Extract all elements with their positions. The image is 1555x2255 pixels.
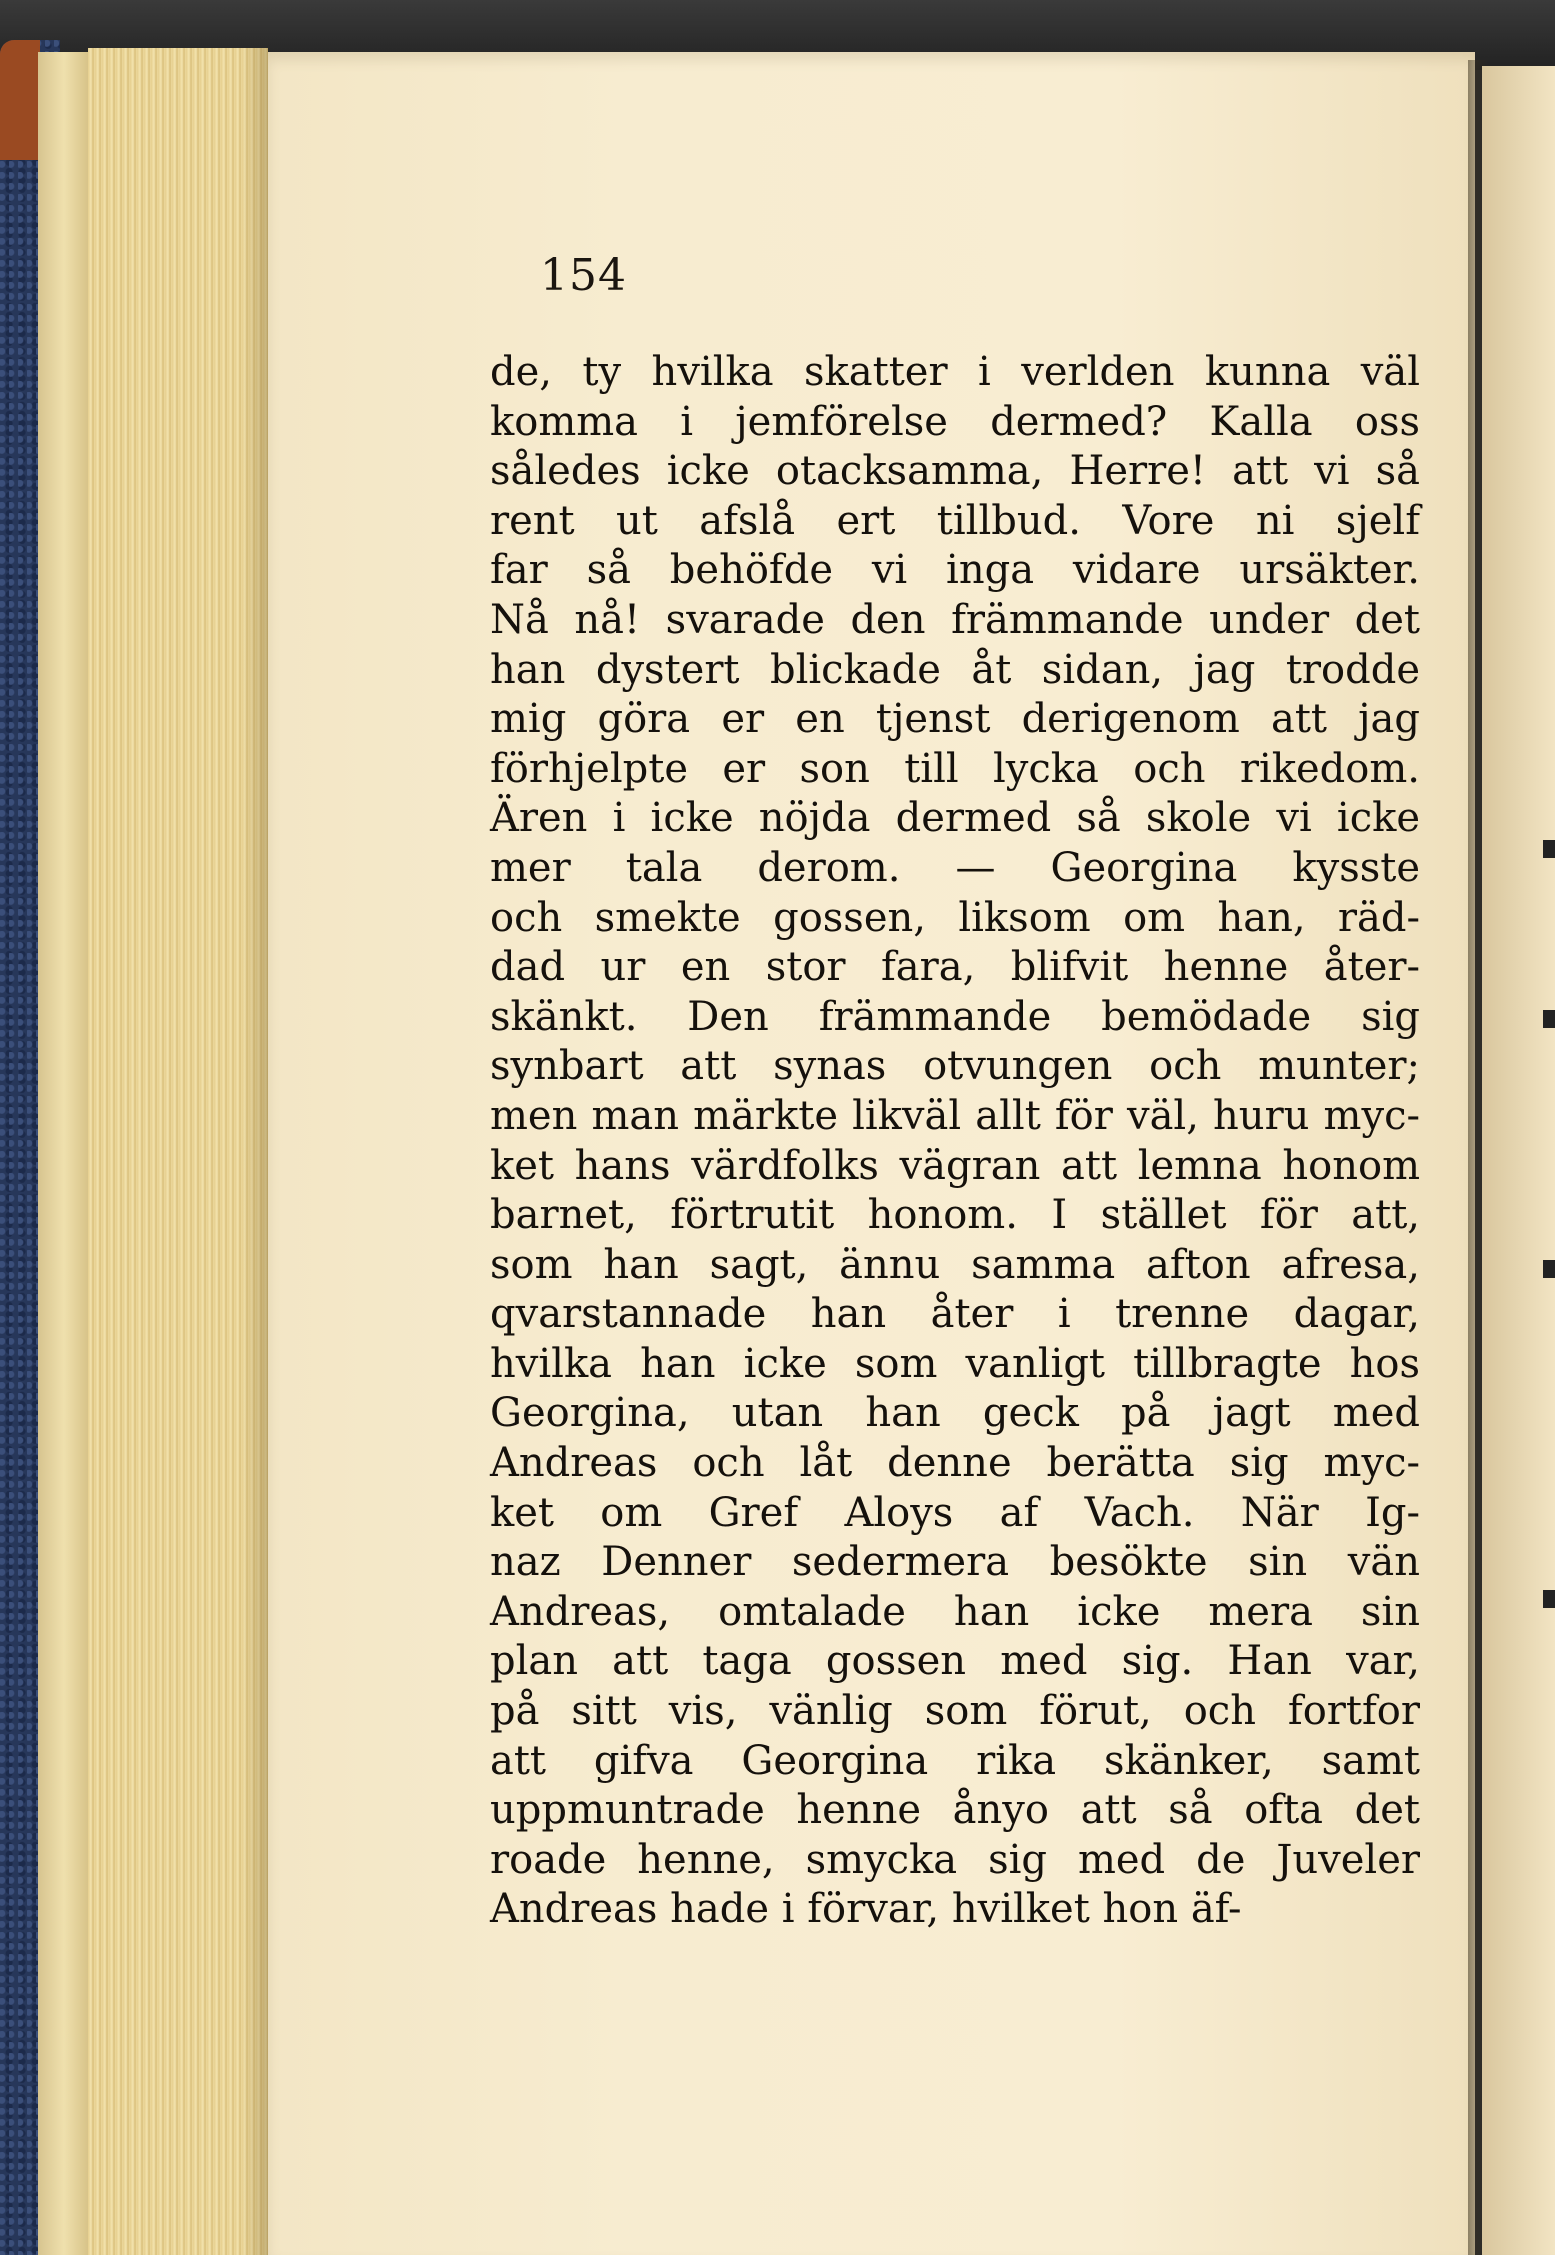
text-line: plan att taga gossen med sig. Han var, — [490, 1638, 1420, 1685]
text-line: far så behöfde vi inga vidare ursäkter. — [490, 547, 1420, 594]
text-line: mig göra er en tjenst derigenom att jag — [490, 696, 1420, 743]
text-line: men man märkte likväl allt för väl, huru myc- — [490, 1092, 1420, 1139]
text-line: de, ty hvilka skatter i verlden kunna väl — [490, 349, 1420, 395]
inner-spine — [38, 52, 90, 2255]
text-line: på sitt vis, vänlig som förut, och fortfor — [490, 1688, 1420, 1735]
text-line: barnet, förtrutit honom. I stället för att, — [490, 1192, 1420, 1239]
text-line: Georgina, utan han geck på jagt med — [490, 1390, 1420, 1437]
text-line: ket om Gref Aloys af Vach. När Ig- — [490, 1489, 1420, 1536]
text-line: som han sagt, ännu samma afton afresa, — [490, 1241, 1420, 1288]
text-line: mer tala derom. — Georgina kysste — [490, 844, 1420, 891]
text-line: Andreas hade i förvar, hvilket hon äf- — [490, 1886, 1242, 1933]
text-line: synbart att synas otvungen och munter; — [490, 1043, 1420, 1090]
text-line: Ären i icke nöjda dermed så skole vi icke — [490, 795, 1420, 842]
text-line: Andreas och låt denne berätta sig myc- — [490, 1440, 1420, 1487]
body-text — [490, 348, 1420, 1935]
page-number: 154 — [540, 250, 627, 301]
text-line: skänkt. Den främmande bemödade sig — [490, 993, 1420, 1040]
text-line: Nå nå! svarade den främmande under det — [490, 596, 1420, 643]
text-line: hvilka han icke som vanligt tillbragte hos — [490, 1340, 1420, 1387]
text-line: förhjelpte er son till lycka och rikedom. — [490, 745, 1420, 792]
text-line: och smekte gossen, liksom om han, räd- — [490, 894, 1420, 941]
text-line: komma i jemförelse dermed? Kalla oss — [490, 398, 1420, 445]
facing-page-mark — [1543, 1590, 1555, 1608]
text-line: rent ut afslå ert tillbud. Vore ni sjelf — [490, 497, 1420, 544]
text-line: att gifva Georgina rika skänker, samt — [490, 1737, 1420, 1784]
text-line: Andreas, omtalade han icke mera sin — [490, 1588, 1420, 1635]
page-edges — [88, 48, 268, 2255]
text-line: han dystert blickade åt sidan, jag trodde — [490, 646, 1420, 693]
book-cover-corner — [0, 40, 40, 160]
facing-page-edge — [1482, 66, 1555, 2255]
text-line: naz Denner sedermera besökte sin vän — [490, 1539, 1420, 1586]
text-line: dad ur en stor fara, blifvit henne åter- — [490, 944, 1420, 991]
text-line: roade henne, smycka sig med de Juveler — [490, 1836, 1420, 1883]
facing-page-mark — [1543, 1010, 1555, 1028]
text-line: således icke otacksamma, Herre! att vi så — [490, 448, 1420, 495]
text-line: qvarstannade han åter i trenne dagar, — [490, 1291, 1420, 1338]
facing-page-mark — [1543, 840, 1555, 858]
text-line: ket hans värdfolks vägran att lemna honom — [490, 1142, 1420, 1189]
facing-page-mark — [1543, 1260, 1555, 1278]
text-line: uppmuntrade henne ånyo att så ofta det — [490, 1787, 1420, 1834]
